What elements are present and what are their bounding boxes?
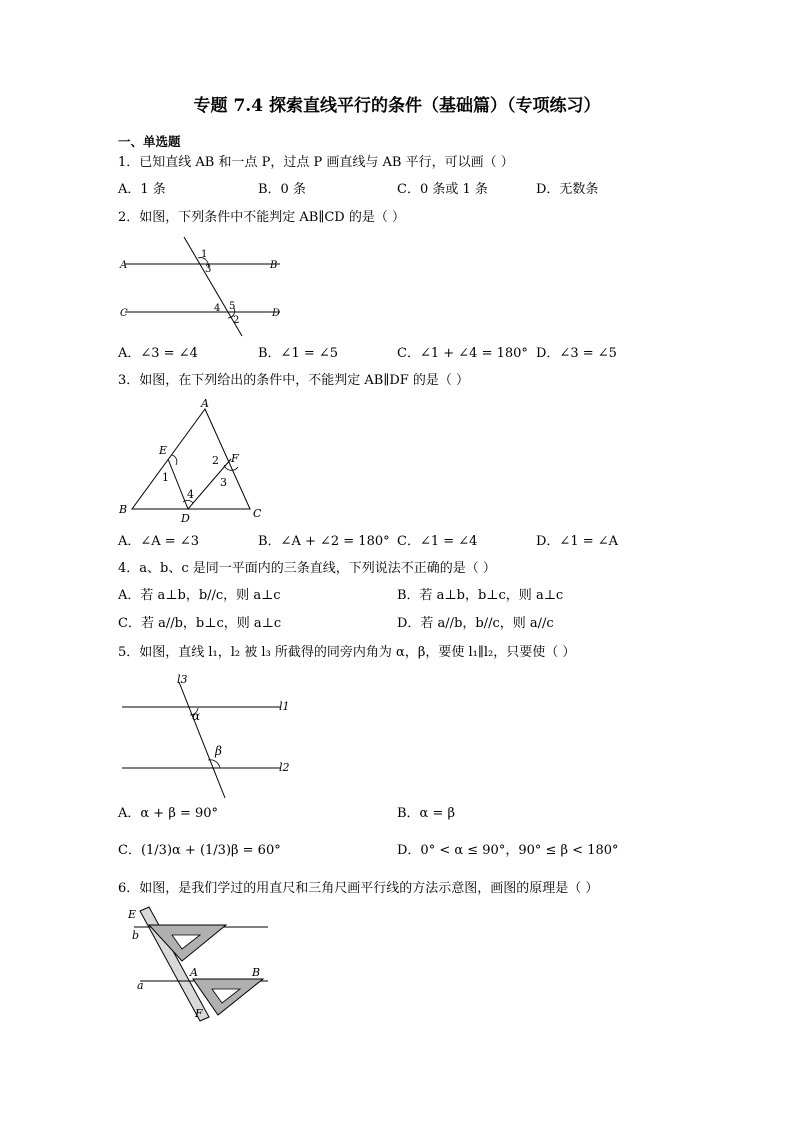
q5-option-d: D．0° < α ≤ 90°，90° ≤ β < 180° — [397, 843, 619, 858]
q1-option-d: D．无数条 — [536, 182, 599, 197]
q6-label-point-a: A — [190, 966, 198, 979]
q2-label-angle4: 4 — [214, 303, 221, 314]
page-title: 专题 7.4 探索直线平行的条件（基础篇）（专项练习） — [193, 96, 601, 116]
q3-label-b: B — [119, 503, 128, 516]
q3-label-e: E — [159, 444, 168, 457]
q1-option-a: A．1 条 — [118, 182, 166, 197]
q5-stem: 5．如图，直线 l₁，l₂ 被 l₃ 所截得的同旁内角为 α，β，要使 l₁∥l₂，只要使（ ） — [118, 645, 576, 660]
q1-stem: 1．已知直线 AB 和一点 P，过点 P 画直线与 AB 平行，可以画（ ） — [118, 155, 514, 170]
q5-option-b: B．α = β — [397, 806, 456, 821]
q2-option-b: B．∠1 = ∠5 — [258, 346, 339, 361]
q3-figure — [112, 395, 272, 525]
section-heading: 一、单选题 — [118, 134, 181, 149]
q5-option-a: A．α + β = 90° — [118, 806, 219, 821]
q2-option-d: D．∠3 = ∠5 — [536, 346, 617, 361]
q3-label-angle4: 4 — [187, 488, 194, 501]
q5-option-c: C．(1/3)α + (1/3)β = 60° — [118, 843, 281, 858]
q3-option-c: C．∠1 = ∠4 — [397, 534, 478, 549]
q3-label-angle1: 1 — [162, 471, 169, 484]
q3-stem: 3．如图，在下列给出的条件中，不能判定 AB∥DF 的是（ ） — [118, 373, 470, 388]
q6-label-e: E — [128, 908, 137, 921]
q2-label-angle2: 2 — [233, 315, 240, 326]
q3-label-angle3: 3 — [220, 476, 227, 489]
q3-option-b: B．∠A + ∠2 = 180° — [258, 534, 390, 549]
q3-label-d: D — [181, 512, 190, 525]
q4-option-c: C．若 a//b，b⊥c，则 a⊥c — [118, 616, 282, 631]
q2-label-b: B — [270, 260, 278, 271]
q2-label-angle5: 5 — [229, 301, 236, 312]
q6-label-point-b: B — [252, 966, 261, 979]
q3-label-a: A — [201, 397, 209, 410]
q6-label-f: F — [195, 1007, 203, 1020]
q4-stem: 4．a、b、c 是同一平面内的三条直线，下列说法不正确的是（ ） — [118, 561, 496, 576]
q4-option-d: D．若 a//b，b//c，则 a//c — [397, 616, 554, 631]
q1-option-c: C．0 条或 1 条 — [397, 182, 488, 197]
q5-figure — [112, 670, 302, 800]
q6-figure — [120, 905, 280, 1023]
q4-option-b: B．若 a⊥b，b⊥c，则 a⊥c — [397, 588, 564, 603]
q2-stem: 2．如图，下列条件中不能判定 AB∥CD 的是（ ） — [118, 210, 405, 225]
q5-label-alpha: α — [192, 709, 201, 723]
q1-option-b: B．0 条 — [258, 182, 306, 197]
q6-stem: 6．如图，是我们学过的用直尺和三角尺画平行线的方法示意图，画图的原理是（ ） — [118, 881, 599, 896]
q5-label-l1: l1 — [279, 700, 290, 713]
q2-label-a: A — [120, 260, 128, 271]
q3-option-d: D．∠1 = ∠A — [536, 534, 619, 549]
q5-label-beta: β — [215, 744, 222, 758]
q3-label-f: F — [231, 452, 239, 465]
q2-label-angle3: 3 — [205, 264, 212, 275]
q4-option-a: A．若 a⊥b，b//c，则 a⊥c — [118, 588, 281, 603]
q2-option-a: A．∠3 = ∠4 — [118, 346, 198, 361]
q2-label-c: C — [120, 308, 128, 319]
q5-label-l2: l2 — [279, 761, 290, 774]
q2-label-d: D — [272, 308, 281, 319]
q2-option-c: C．∠1 + ∠4 = 180° — [397, 346, 528, 361]
q3-label-c: C — [253, 507, 262, 520]
q3-option-a: A．∠A = ∠3 — [118, 534, 199, 549]
q3-label-angle2: 2 — [212, 454, 219, 467]
q5-label-l3: l3 — [177, 673, 188, 686]
q2-label-angle1: 1 — [201, 249, 208, 260]
q6-label-a: a — [137, 979, 144, 992]
q6-label-b: b — [132, 929, 140, 942]
q2-figure — [110, 232, 300, 342]
